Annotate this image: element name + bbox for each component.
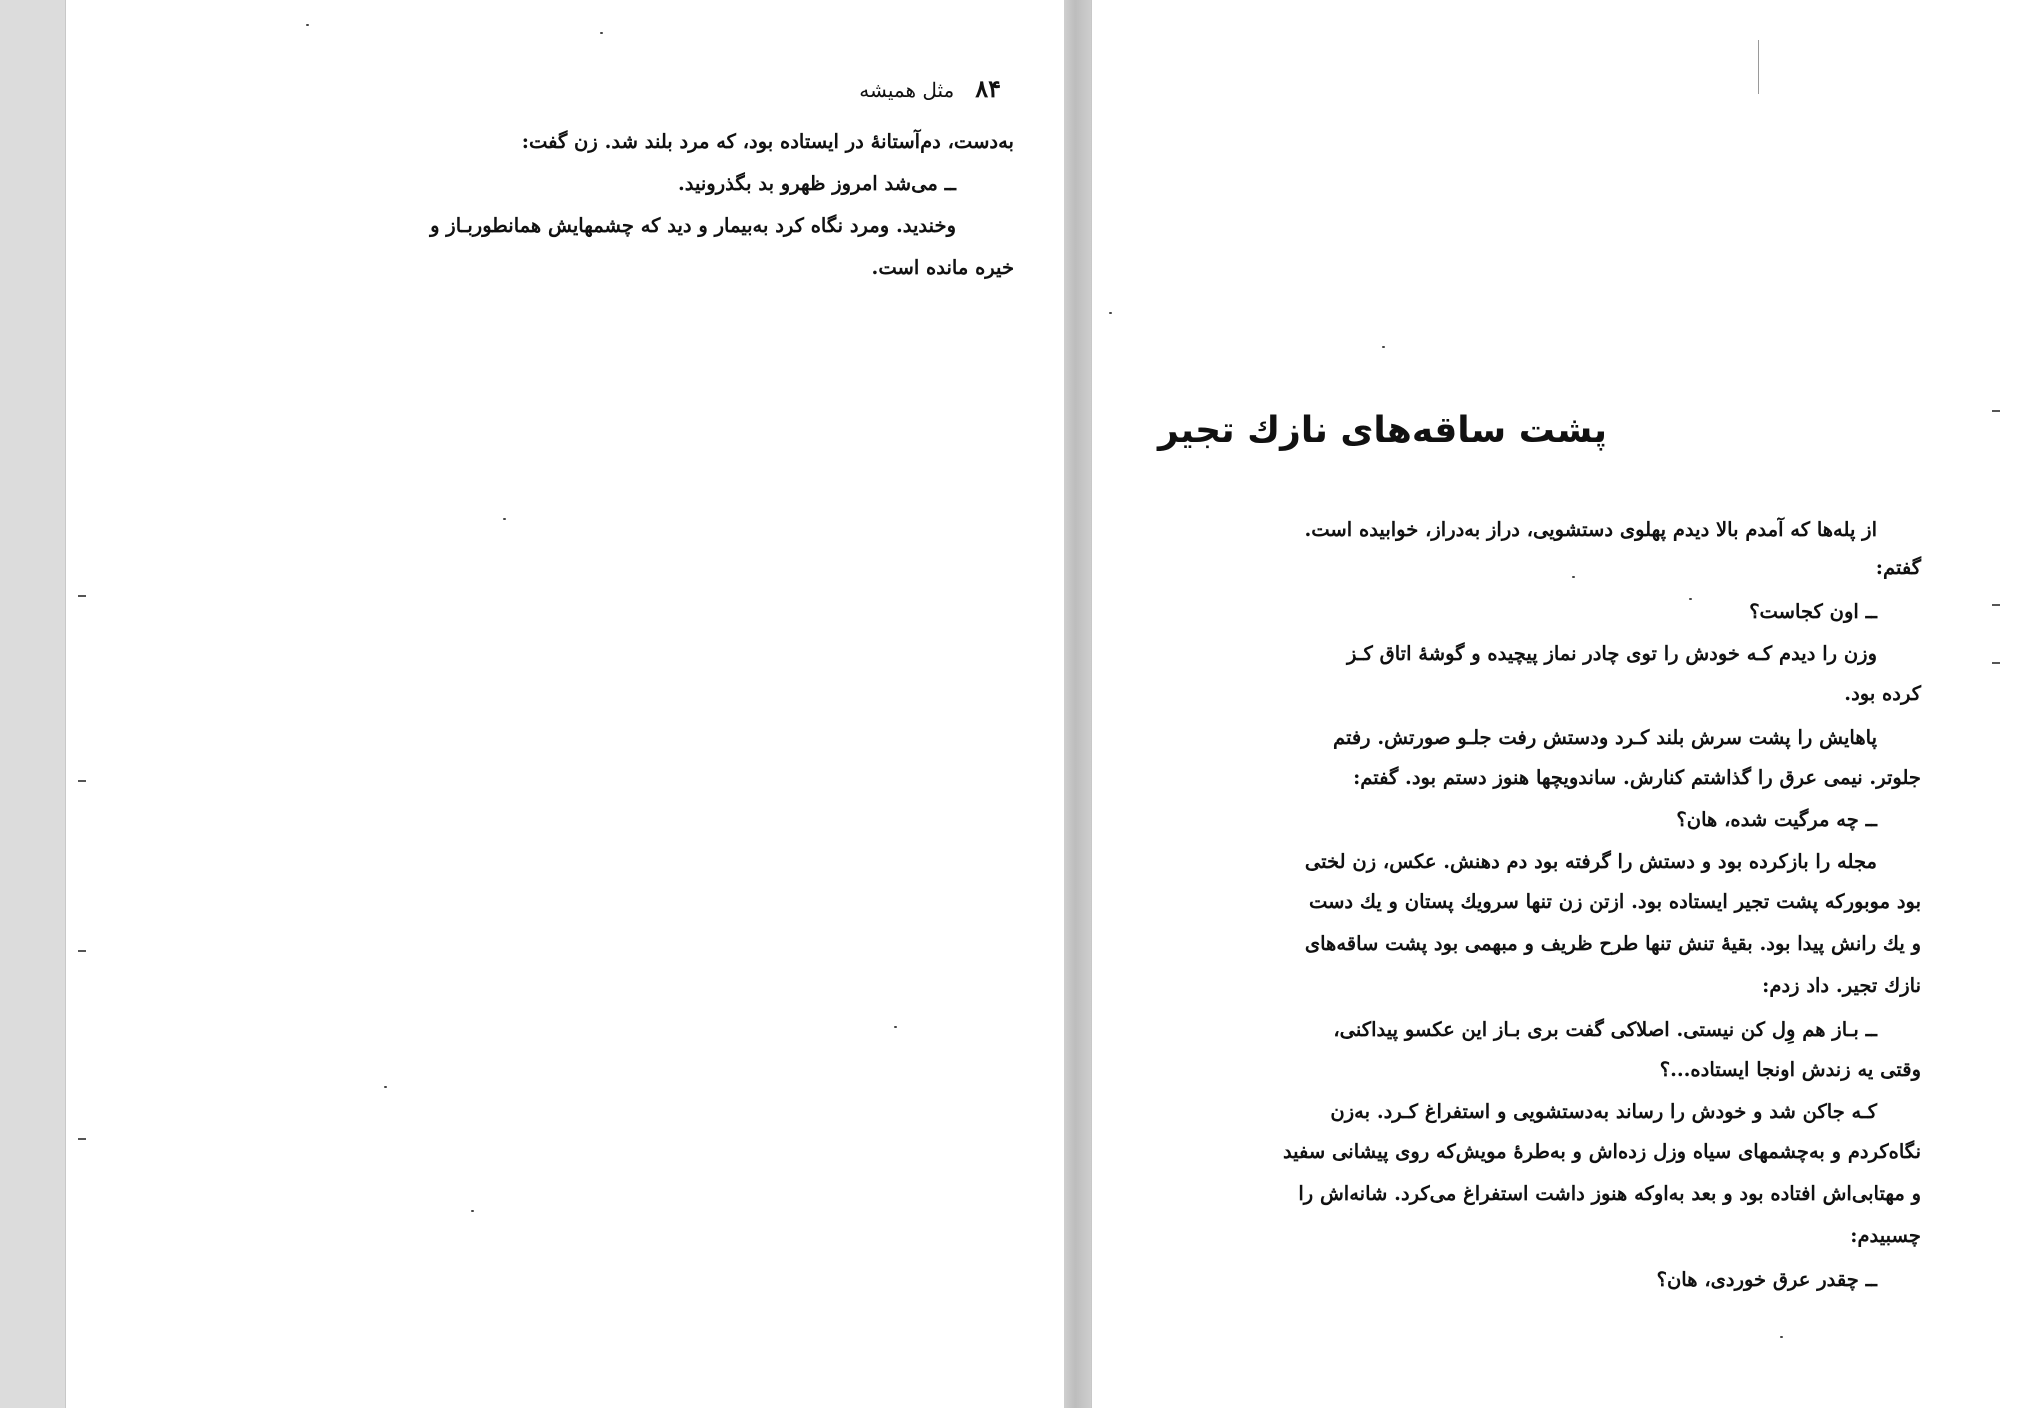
text-line: ــ چقدر عرق خوردی، هان؟ xyxy=(1656,1268,1877,1291)
scan-speck xyxy=(1689,598,1692,600)
running-title: مثل همیشه xyxy=(859,78,955,102)
text-line: وزن را دیدم کـه خودش را توی چادر نماز پیچیده و گوشهٔ اتاق کـز xyxy=(1347,642,1877,665)
text-line: چسبیدم: xyxy=(1850,1224,1921,1247)
text-line: از پله‌ها که آمدم بالا دیدم پهلوی دستشویی، دراز به‌دراز، خوابیده است. xyxy=(1304,518,1877,541)
text-line: پاهایش را پشت سرش بلند کـرد ودستش رفت جلـو صورتش. رفتم xyxy=(1332,726,1877,749)
text-line: ــ چه مرگیت شده، هان؟ xyxy=(1676,808,1877,831)
margin-mark xyxy=(78,950,86,952)
margin-mark xyxy=(78,780,86,782)
text-line: کـه جاکن شد و خودش را رساند به‌دستشویی و استفراغ کـرد. به‌زن xyxy=(1330,1100,1877,1123)
scan-mark xyxy=(1758,40,1759,94)
text-line: بود موبورکه پشت تجیر ایستاده بود. ازتن زن تنها سرویك پستان و یك دست xyxy=(1308,890,1921,913)
scan-speck xyxy=(306,24,309,26)
text-line: وقتی یه زندش اونجا ایستاده...؟ xyxy=(1659,1058,1921,1081)
margin-mark xyxy=(78,595,86,597)
margin-mark xyxy=(1992,410,2000,412)
viewer-margin-left xyxy=(0,0,66,1408)
margin-mark xyxy=(78,1138,86,1140)
text-line: خیره مانده است. xyxy=(871,256,1014,279)
page-header xyxy=(766,74,1001,103)
text-line: جلوتر. نیمی عرق را گذاشتم کنارش. ساندویچها هنوز دستم بود. گفتم: xyxy=(1353,766,1921,789)
text-line: به‌دست، دم‌آستانهٔ در ایستاده بود، که مرد بلند شد. زن گفت: xyxy=(521,130,1014,153)
text-line: ــ بـاز هم وِل کن نیستی. اصلاکی گفت بری بـاز این عکسو پیداکنی، xyxy=(1333,1018,1877,1041)
page-gutter xyxy=(1064,0,1092,1408)
scan-speck xyxy=(1780,1336,1783,1338)
text-line: و مهتابی‌اش افتاده بود و بعد به‌او‌که هنوز داشت استفراغ می‌کرد. شانه‌اش را xyxy=(1298,1182,1921,1205)
text-line: ــ اون کجاست؟ xyxy=(1749,600,1877,623)
chapter-start-page xyxy=(1092,0,2027,1408)
text-line: مجله را بازکرده بود و دستش را گرفته بود دم دهنش. عکس، زن لختی xyxy=(1304,850,1877,873)
page-84 xyxy=(66,0,1064,1408)
text-line: ــ می‌شد امروز ظهرو بد بگذرونید. xyxy=(677,172,956,195)
text-line: نازك تجیر. داد زدم: xyxy=(1762,974,1921,997)
page-number: ۸۴ xyxy=(975,74,1001,103)
text-line: و یك رانش پیدا بود. بقیهٔ تنش تنها طرح ظریف و مبهمی بود پشت ساقه‌های xyxy=(1304,932,1921,955)
margin-mark xyxy=(1992,662,2000,664)
scan-speck xyxy=(600,32,603,34)
chapter-title: پشت ساقه‌های نازك تجیر xyxy=(1158,410,1607,451)
text-line: کرده بود. xyxy=(1844,682,1921,705)
scan-speck xyxy=(894,1026,897,1028)
scan-speck xyxy=(384,1086,387,1088)
text-line: نگاه‌کردم و به‌چشمهای سیاه وزل زده‌اش و به‌طرهٔ مویش‌که روی پیشانی سفید xyxy=(1282,1140,1921,1163)
scan-speck xyxy=(503,518,506,520)
text-line: گفتم: xyxy=(1875,556,1921,579)
margin-mark xyxy=(1992,604,2000,606)
scan-speck xyxy=(1572,576,1575,578)
scan-speck xyxy=(1382,346,1385,348)
scan-speck xyxy=(471,1210,474,1212)
text-line: وخندید. ومرد نگاه کرد به‌بیمار و دید که چشمهایش همانطوربـاز و xyxy=(430,214,956,237)
scan-speck xyxy=(1109,312,1112,314)
